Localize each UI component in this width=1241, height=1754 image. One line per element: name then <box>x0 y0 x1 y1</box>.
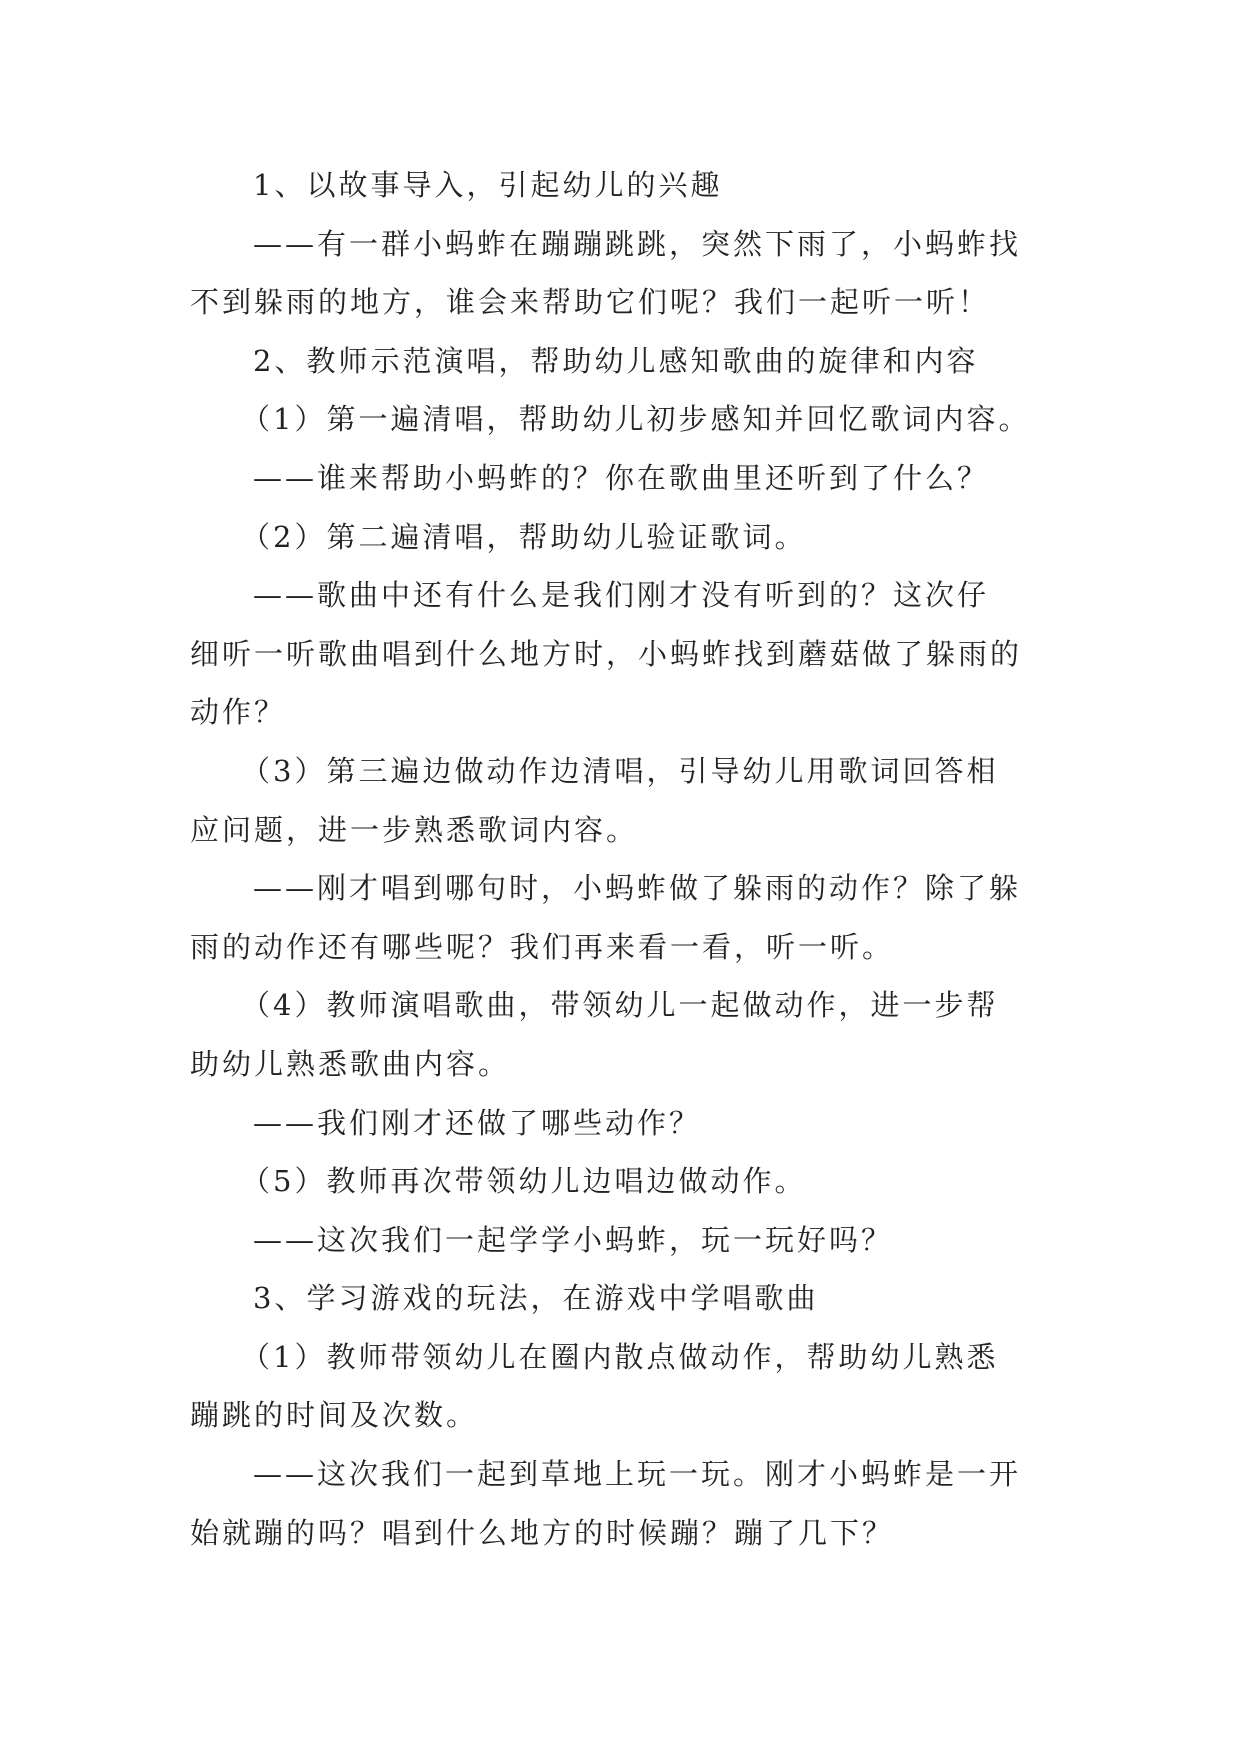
step-line: （1）第一遍清唱，帮助幼儿初步感知并回忆歌词内容。 <box>241 402 1031 437</box>
text-line: 动作？ <box>190 695 287 730</box>
text-line: ——刚才唱到哪句时，小蚂蚱做了躲雨的动作？除了躲 <box>253 871 1022 906</box>
text-line: 不到躲雨的地方，谁会来帮助它们呢？我们一起听一听！ <box>190 285 991 320</box>
step-line: （1）教师带领幼儿在圈内散点做动作，帮助幼儿熟悉 <box>241 1339 999 1374</box>
section-heading-2: 2、教师示范演唱，帮助幼儿感知歌曲的旋律和内容 <box>253 343 979 378</box>
text-line: ——歌曲中还有什么是我们刚才没有听到的？这次仔 <box>253 578 990 613</box>
text-line: 蹦跳的时间及次数。 <box>190 1398 479 1433</box>
text-line: ——谁来帮助小蚂蚱的？你在歌曲里还听到了什么？ <box>253 460 990 495</box>
text-line: ——这次我们一起学学小蚂蚱，玩一玩好吗？ <box>253 1222 894 1257</box>
text-line: ——我们刚才还做了哪些动作？ <box>253 1105 702 1140</box>
text-line: 应问题，进一步熟悉歌词内容。 <box>190 812 639 847</box>
step-line: （4）教师演唱歌曲，带领幼儿一起做动作，进一步帮 <box>241 988 999 1023</box>
text-line: 助幼儿熟悉歌曲内容。 <box>190 1046 511 1081</box>
text-line: 细听一听歌曲唱到什么地方时，小蚂蚱找到蘑菇做了躲雨的 <box>190 636 1023 671</box>
section-heading-3: 3、学习游戏的玩法，在游戏中学唱歌曲 <box>253 1281 819 1316</box>
step-line: （2）第二遍清唱，帮助幼儿验证歌词。 <box>241 519 807 554</box>
text-line: 始就蹦的吗？唱到什么地方的时候蹦？蹦了几下？ <box>190 1515 895 1550</box>
document-body <box>190 156 1060 1562</box>
step-line: （3）第三遍边做动作边清唱，引导幼儿用歌词回答相 <box>241 753 999 788</box>
text-line: 雨的动作还有哪些呢？我们再来看一看，听一听。 <box>190 929 895 964</box>
text-line: ——这次我们一起到草地上玩一玩。刚才小蚂蚱是一开 <box>253 1457 1022 1492</box>
section-heading-1: 1、以故事导入，引起幼儿的兴趣 <box>253 168 723 202</box>
text-line: ——有一群小蚂蚱在蹦蹦跳跳，突然下雨了，小蚂蚱找 <box>253 226 1022 261</box>
step-line: （5）教师再次带领幼儿边唱边做动作。 <box>241 1164 807 1199</box>
